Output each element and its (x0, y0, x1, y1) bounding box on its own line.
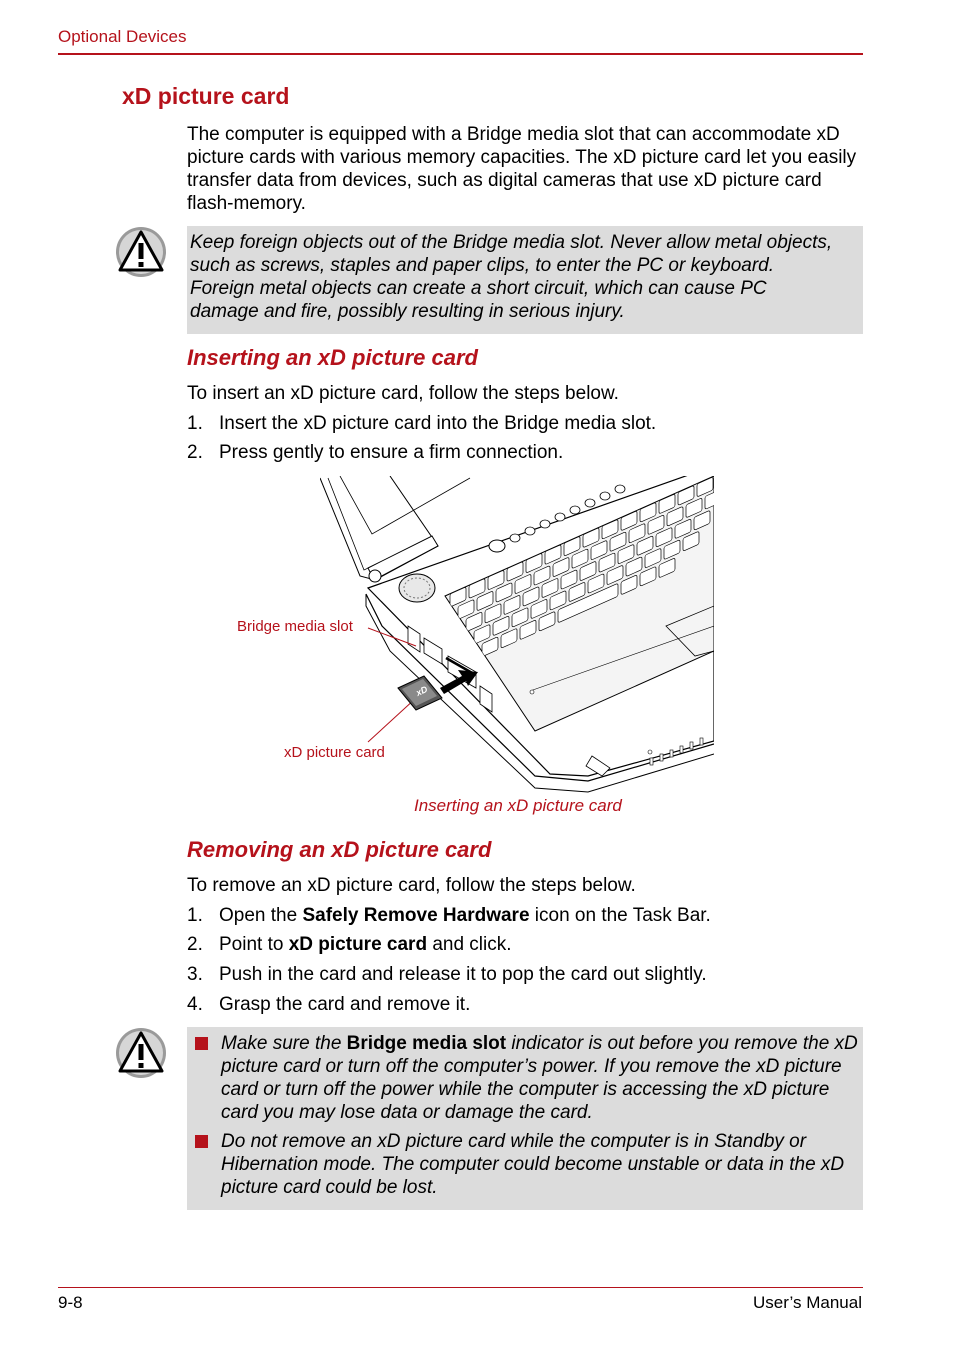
bullet-square-icon (195, 1037, 208, 1050)
step-text-post: and click. (427, 934, 512, 955)
list-item (187, 993, 470, 1016)
removing-title: Removing an xD picture card (187, 837, 492, 862)
inserting-lead: To insert an xD picture card, follow the steps below. (187, 383, 619, 404)
caution-text: Keep foreign objects out of the Bridge media slot. Never allow metal objects, such as screws, staples and paper clips, to enter the PC or keyboard. Foreign metal objects can create a short circuit, which can cause PC damage and fire, possibly resulting in serious injury. (190, 232, 833, 322)
caution-box (187, 1027, 863, 1210)
step-number: 1. (187, 905, 203, 926)
ui-term: Bridge media slot (346, 1033, 507, 1054)
caution-bullet-text: Do not remove an xD picture card while the computer is in Standby or Hibernation mode. The computer could become unstable or data in the xD picture card could be lost. (221, 1131, 845, 1198)
warning-icon (115, 1027, 167, 1079)
caution-bullet (195, 1130, 855, 1202)
label-bridge-media-slot: Bridge media slot (237, 618, 353, 635)
step-text: Press gently to ensure a firm connection. (219, 442, 564, 463)
step-number: 4. (187, 994, 203, 1015)
footer-rule (58, 1287, 863, 1288)
step-number: 1. (187, 413, 203, 434)
caution-bullet (195, 1032, 858, 1127)
step-text-pre: Point to (219, 934, 289, 955)
step-text: Insert the xD picture card into the Bridge media slot. (219, 413, 657, 434)
list-item (187, 412, 656, 435)
removing-lead: To remove an xD picture card, follow the steps below. (187, 875, 636, 896)
step-text-post: icon on the Task Bar. (529, 905, 711, 926)
intro-paragraph: The computer is equipped with a Bridge media slot that can accommodate xD picture cards with various memory capacities. The xD picture card let you easily transfer data from devices, such as digital cameras that use xD picture card flash-memory. (187, 124, 857, 214)
caution-bullet-text: Make sure the Bridge media slot indicator is out before you remove the xD picture card or turn off the computer’s power. If you remove the xD picture card or turn off the power while the computer is accessing the xD picture card you may lose data or damage the card. (221, 1033, 858, 1123)
label-xd-picture-card: xD picture card (284, 744, 385, 761)
step-number: 2. (187, 934, 203, 955)
ui-term: Safely Remove Hardware (302, 905, 530, 926)
card-logo: xD (414, 684, 430, 698)
figure-caption: Inserting an xD picture card (414, 796, 622, 815)
list-item (187, 933, 512, 956)
step-text: Push in the card and release it to pop the card out slightly. (219, 964, 707, 985)
step-text: Grasp the card and remove it. (219, 994, 471, 1015)
step-number: 2. (187, 442, 203, 463)
running-header: Optional Devices (58, 27, 187, 46)
ui-term: xD picture card (288, 934, 428, 955)
inserting-title: Inserting an xD picture card (187, 345, 478, 370)
list-item (187, 904, 711, 927)
header-rule (58, 53, 863, 55)
warning-icon (115, 226, 167, 278)
section-title: xD picture card (122, 83, 290, 109)
manual-title: User’s Manual (753, 1293, 862, 1312)
step-text-pre: Open the (219, 905, 303, 926)
list-item (187, 441, 563, 464)
bullet-square-icon (195, 1135, 208, 1148)
step-number: 3. (187, 964, 203, 985)
page-number: 9-8 (58, 1293, 83, 1312)
caution-box (187, 226, 863, 334)
list-item (187, 963, 707, 986)
